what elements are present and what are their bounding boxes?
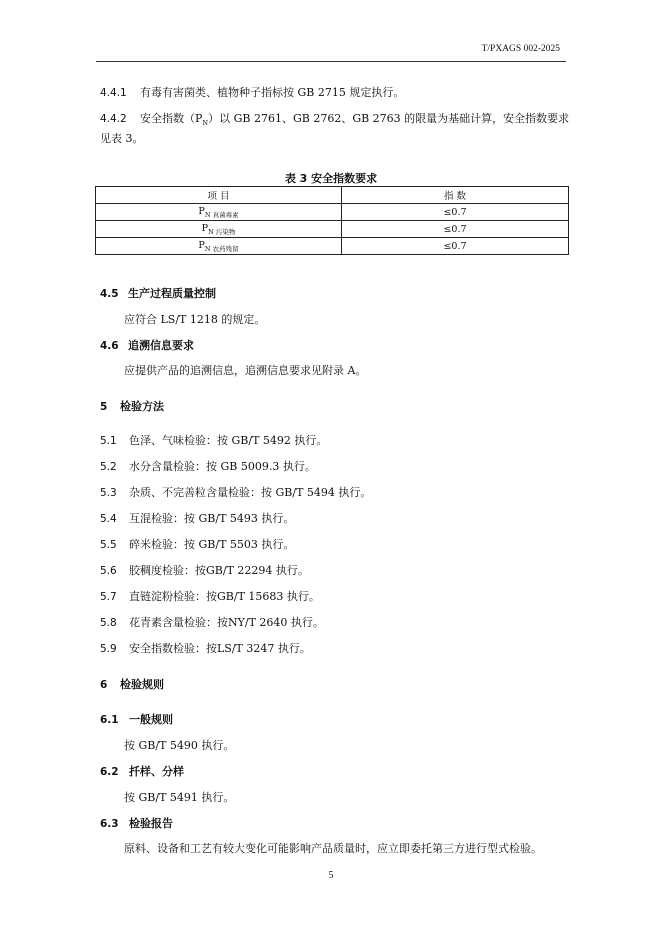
section-number: 4.5 xyxy=(100,288,119,300)
list-item-5-8: 5.8 花青素含量检验：按NY/T 2640 执行。 xyxy=(100,616,324,629)
table-caption: 表 3 安全指数要求 xyxy=(284,172,378,185)
row-value: ≤0.7 xyxy=(342,204,569,221)
clause-4-4-1 xyxy=(100,84,404,100)
page-number: 5 xyxy=(328,870,334,881)
clause-4-4-2-continued: 见表 3。 xyxy=(100,132,144,145)
list-item-5-2: 5.2 水分含量检验：按 GB 5009.3 执行。 xyxy=(100,460,316,473)
section-title: 检验方法 xyxy=(120,400,164,413)
list-item-5-5: 5.5 碎米检验：按 GB/T 5503 执行。 xyxy=(100,538,295,551)
section-title: 检验报告 xyxy=(129,817,173,830)
section-title: 扦样、分样 xyxy=(129,765,184,778)
row-value: ≤0.7 xyxy=(342,221,569,238)
heading-4-5 xyxy=(100,285,216,301)
clause-text: 有毒有害菌类、植物种子指标按 GB 2715 规定执行。 xyxy=(140,86,405,99)
heading-6-3 xyxy=(100,815,173,831)
heading-5 xyxy=(100,398,164,414)
section-number: 6.1 xyxy=(100,714,119,726)
clause-text-post: ）以 GB 2761、GB 2762、GB 2763 的限量为基础计算，安全指数要求 xyxy=(208,112,570,125)
body-4-5: 应符合 LS/T 1218 的规定。 xyxy=(124,313,266,326)
list-item-5-1: 5.1 色泽、气味检验：按 GB/T 5492 执行。 xyxy=(100,434,328,447)
body-6-2: 按 GB/T 5491 执行。 xyxy=(124,791,235,804)
list-item-5-3: 5.3 杂质、不完善粒含量检验：按 GB/T 5494 执行。 xyxy=(100,486,372,499)
table-header-row xyxy=(96,187,569,204)
section-number: 4.6 xyxy=(100,340,119,352)
list-item-5-9: 5.9 安全指数检验：按LS/T 3247 执行。 xyxy=(100,642,311,655)
heading-6-2 xyxy=(100,763,184,779)
section-number: 6.3 xyxy=(100,818,119,830)
section-number: 6 xyxy=(100,679,108,691)
heading-6-1 xyxy=(100,711,173,727)
body-4-6: 应提供产品的追溯信息，追溯信息要求见附录 A。 xyxy=(124,364,367,377)
row-item: $P_{N 污染物}$ xyxy=(96,221,342,238)
clause-number: 4.4.2 xyxy=(100,113,127,125)
list-item-5-6: 5.6 胶稠度检验：按GB/T 22294 执行。 xyxy=(100,564,309,577)
section-title: 一般规则 xyxy=(129,713,173,726)
safety-index-table xyxy=(95,186,569,255)
clause-4-4-2 xyxy=(100,110,569,127)
section-number: 6.2 xyxy=(100,766,119,778)
document-id-header: T/PXAGS 002-2025 xyxy=(481,44,560,54)
section-title: 生产过程质量控制 xyxy=(128,287,216,300)
header-index: 指 数 xyxy=(342,187,569,204)
list-item-5-4: 5.4 互混检验：按 GB/T 5493 执行。 xyxy=(100,512,295,525)
heading-4-6 xyxy=(100,337,194,353)
list-item-5-7: 5.7 直链淀粉检验：按GB/T 15683 执行。 xyxy=(100,590,320,603)
header-rule xyxy=(96,61,566,62)
table-row xyxy=(96,238,569,255)
body-6-3: 原料、设备和工艺有较大变化可能影响产品质量时，应立即委托第三方进行型式检验。 xyxy=(124,842,542,855)
clause-text-pre: 安全指数（P xyxy=(140,112,203,125)
heading-6 xyxy=(100,676,164,692)
body-6-1: 按 GB/T 5490 执行。 xyxy=(124,739,235,752)
row-item: $P_{N 农药残留}$ xyxy=(96,238,342,255)
section-title: 追溯信息要求 xyxy=(128,339,194,352)
row-value: ≤0.7 xyxy=(342,238,569,255)
table-row xyxy=(96,221,569,238)
header-item: 项 目 xyxy=(96,187,342,204)
table-row xyxy=(96,204,569,221)
section-number: 5 xyxy=(100,401,108,413)
subscript-n: N xyxy=(202,119,209,128)
section-title: 检验规则 xyxy=(120,678,164,691)
clause-number: 4.4.1 xyxy=(100,87,127,99)
row-item: $P_{N 真菌毒素}$ xyxy=(96,204,342,221)
